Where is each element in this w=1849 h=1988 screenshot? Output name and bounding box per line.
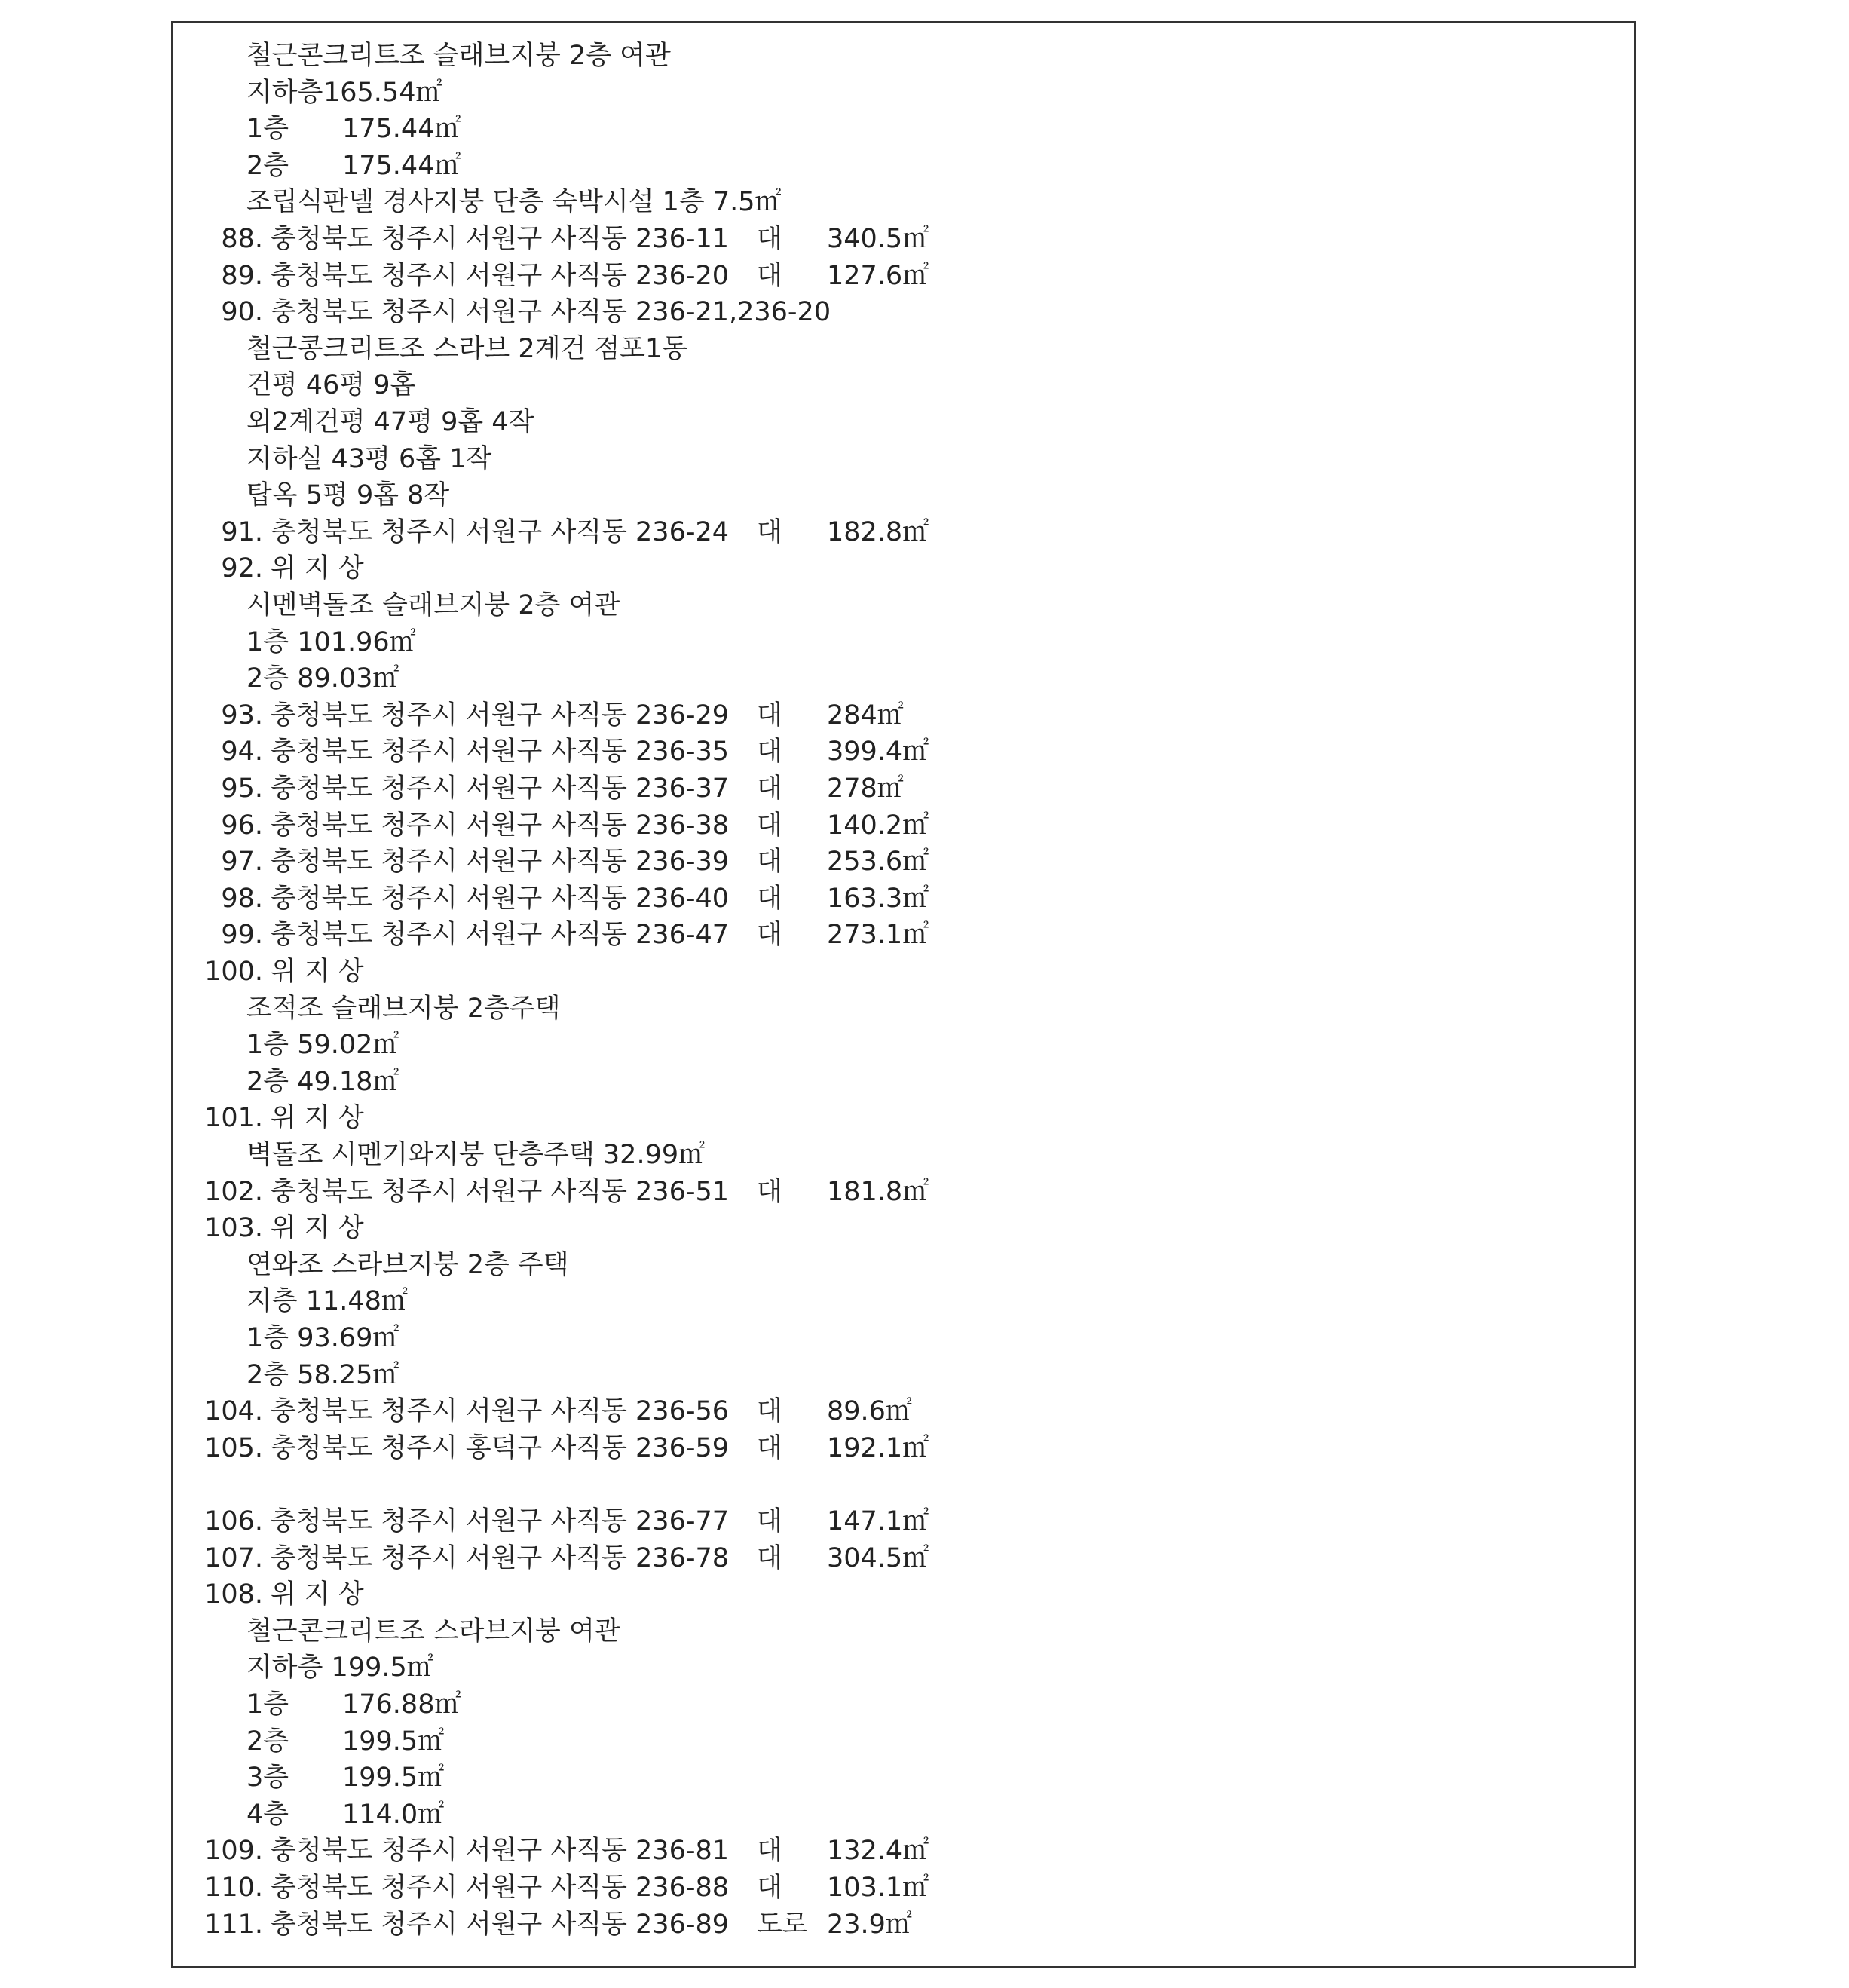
land-category: 도로 — [757, 1909, 808, 1940]
entry-address: 충청북도 청주시 서원구 사직동 236-24 — [271, 516, 730, 547]
description-text: 외2계건평 47평 9홉 4작 — [246, 407, 534, 437]
land-category: 대 — [757, 260, 782, 291]
description-text: 철근콘크리트조 슬래브지붕 2층 여관 — [246, 41, 671, 71]
land-area: 304.5㎡ — [827, 1542, 929, 1573]
land-category: 대 — [757, 1542, 782, 1573]
description-text: 지하층 199.5㎡ — [246, 1653, 433, 1683]
entry-address: 충청북도 청주시 서원구 사직동 236-20 — [271, 260, 730, 291]
floor-label: 1층 — [246, 114, 289, 145]
entry-address: 충청북도 청주시 서원구 사직동 236-89 — [271, 1909, 730, 1940]
land-category: 대 — [757, 1432, 782, 1463]
land-category: 대 — [757, 1176, 782, 1207]
land-area: 89.6㎡ — [827, 1396, 912, 1427]
floor-label: 지하층 — [246, 77, 323, 108]
description-text: 건평 46평 9홉 — [246, 370, 416, 401]
entry-number: 110. — [204, 1873, 263, 1903]
land-category: 대 — [757, 773, 782, 804]
entry-address: 충청북도 청주시 서원구 사직동 236-29 — [271, 700, 730, 731]
description-text: 연와조 스라브지붕 2층 주택 — [246, 1249, 569, 1280]
entry-number: 91. — [221, 516, 263, 547]
entry-address: 충청북도 청주시 서원구 사직동 236-51 — [271, 1176, 730, 1207]
land-category: 대 — [757, 810, 782, 841]
description-text: 1층 59.02㎡ — [246, 1030, 399, 1061]
land-area: 273.1㎡ — [827, 920, 929, 951]
floor-area: 175.44㎡ — [342, 150, 461, 181]
entry-number: 101. — [204, 1103, 263, 1134]
entry-address: 충청북도 청주시 서원구 사직동 236-88 — [271, 1873, 730, 1903]
floor-area: 165.54㎡ — [323, 77, 442, 108]
floor-area: 199.5㎡ — [342, 1763, 445, 1793]
description-text: 2층 89.03㎡ — [246, 663, 399, 694]
land-area: 163.3㎡ — [827, 883, 929, 914]
land-category: 대 — [757, 1836, 782, 1867]
floor-area: 175.44㎡ — [342, 114, 461, 145]
entry-number: 108. — [204, 1579, 263, 1610]
entry-number: 98. — [221, 883, 263, 914]
description-text: 철근콩크리트조 스라브 2계건 점포1동 — [246, 333, 688, 364]
entry-address: 충청북도 청주시 서원구 사직동 236-81 — [271, 1836, 730, 1867]
floor-area: 114.0㎡ — [342, 1799, 445, 1830]
entry-number: 105. — [204, 1432, 263, 1463]
land-area: 103.1㎡ — [827, 1873, 929, 1903]
entry-number: 102. — [204, 1176, 263, 1207]
entry-address: 충청북도 청주시 서원구 사직동 236-37 — [271, 773, 730, 804]
description-text: 벽돌조 시멘기와지붕 단층주택 32.99㎡ — [246, 1140, 706, 1170]
land-area: 182.8㎡ — [827, 516, 929, 547]
entry-address: 충청북도 청주시 홍덕구 사직동 236-59 — [271, 1432, 730, 1463]
description-text: 철근콘크리트조 스라브지붕 여관 — [246, 1616, 620, 1646]
land-category: 대 — [757, 1873, 782, 1903]
entry-address: 위 지 상 — [271, 1579, 364, 1610]
entry-number: 96. — [221, 810, 263, 841]
entry-address: 위 지 상 — [271, 1103, 364, 1134]
description-text: 시멘벽돌조 슬래브지붕 2층 여관 — [246, 590, 620, 620]
entry-number: 104. — [204, 1396, 263, 1427]
land-category: 대 — [757, 224, 782, 254]
land-area: 278㎡ — [827, 773, 904, 804]
floor-label: 4층 — [246, 1799, 289, 1830]
entry-address: 충청북도 청주시 서원구 사직동 236-35 — [271, 737, 730, 767]
entry-number: 94. — [221, 737, 263, 767]
land-category: 대 — [757, 920, 782, 951]
description-text: 지하실 43평 6홉 1작 — [246, 443, 492, 474]
entry-number: 88. — [221, 224, 263, 254]
entry-address: 충청북도 청주시 서원구 사직동 236-40 — [271, 883, 730, 914]
land-category: 대 — [757, 1396, 782, 1427]
entry-number: 100. — [204, 957, 263, 987]
floor-label: 2층 — [246, 150, 289, 181]
entry-address: 충청북도 청주시 서원구 사직동 236-47 — [271, 920, 730, 951]
entry-number: 97. — [221, 847, 263, 878]
entry-number: 111. — [204, 1909, 263, 1940]
land-area: 140.2㎡ — [827, 810, 929, 841]
entry-address: 충청북도 청주시 서원구 사직동 236-77 — [271, 1506, 730, 1536]
entry-number: 107. — [204, 1542, 263, 1573]
description-text: 탑옥 5평 9홉 8작 — [246, 480, 450, 511]
land-area: 284㎡ — [827, 700, 904, 731]
description-text: 2층 58.25㎡ — [246, 1359, 399, 1390]
land-category: 대 — [757, 700, 782, 731]
description-text: 1층 93.69㎡ — [246, 1323, 399, 1353]
entry-address: 충청북도 청주시 서원구 사직동 236-21,236-20 — [271, 297, 831, 328]
entry-address: 충청북도 청주시 서원구 사직동 236-39 — [271, 847, 730, 878]
description-text: 조립식판넬 경사지붕 단층 숙박시설 1층 7.5㎡ — [246, 187, 782, 218]
land-category: 대 — [757, 1506, 782, 1536]
entry-number: 89. — [221, 260, 263, 291]
description-text: 2층 49.18㎡ — [246, 1066, 399, 1097]
entry-number: 93. — [221, 700, 263, 731]
entry-address: 위 지 상 — [271, 553, 364, 584]
land-category: 대 — [757, 737, 782, 767]
entry-address: 위 지 상 — [271, 957, 364, 987]
description-text: 조적조 슬래브지붕 2층주택 — [246, 993, 561, 1024]
entry-number: 99. — [221, 920, 263, 951]
entry-number: 92. — [221, 553, 263, 584]
land-area: 192.1㎡ — [827, 1432, 929, 1463]
land-category: 대 — [757, 883, 782, 914]
land-area: 23.9㎡ — [827, 1909, 912, 1940]
land-area: 147.1㎡ — [827, 1506, 929, 1536]
land-area: 399.4㎡ — [827, 737, 929, 767]
document-body — [173, 23, 1634, 1966]
floor-label: 2층 — [246, 1726, 289, 1757]
land-category: 대 — [757, 847, 782, 878]
entry-number: 109. — [204, 1836, 263, 1867]
entry-number: 106. — [204, 1506, 263, 1536]
entry-number: 90. — [221, 297, 263, 328]
land-area: 253.6㎡ — [827, 847, 929, 878]
document-page — [171, 21, 1636, 1968]
entry-address: 충청북도 청주시 서원구 사직동 236-38 — [271, 810, 730, 841]
floor-label: 3층 — [246, 1763, 289, 1793]
floor-area: 199.5㎡ — [342, 1726, 445, 1757]
floor-area: 176.88㎡ — [342, 1689, 461, 1720]
land-category: 대 — [757, 516, 782, 547]
entry-address: 충청북도 청주시 서원구 사직동 236-56 — [271, 1396, 730, 1427]
entry-address: 위 지 상 — [271, 1213, 364, 1244]
entry-address: 충청북도 청주시 서원구 사직동 236-78 — [271, 1542, 730, 1573]
land-area: 132.4㎡ — [827, 1836, 929, 1867]
entry-number: 103. — [204, 1213, 263, 1244]
land-area: 181.8㎡ — [827, 1176, 929, 1207]
entry-number: 95. — [221, 773, 263, 804]
description-text: 1층 101.96㎡ — [246, 626, 416, 657]
entry-address: 충청북도 청주시 서원구 사직동 236-11 — [271, 224, 730, 254]
description-text: 지층 11.48㎡ — [246, 1286, 408, 1317]
land-area: 340.5㎡ — [827, 224, 929, 254]
land-area: 127.6㎡ — [827, 260, 929, 291]
floor-label: 1층 — [246, 1689, 289, 1720]
